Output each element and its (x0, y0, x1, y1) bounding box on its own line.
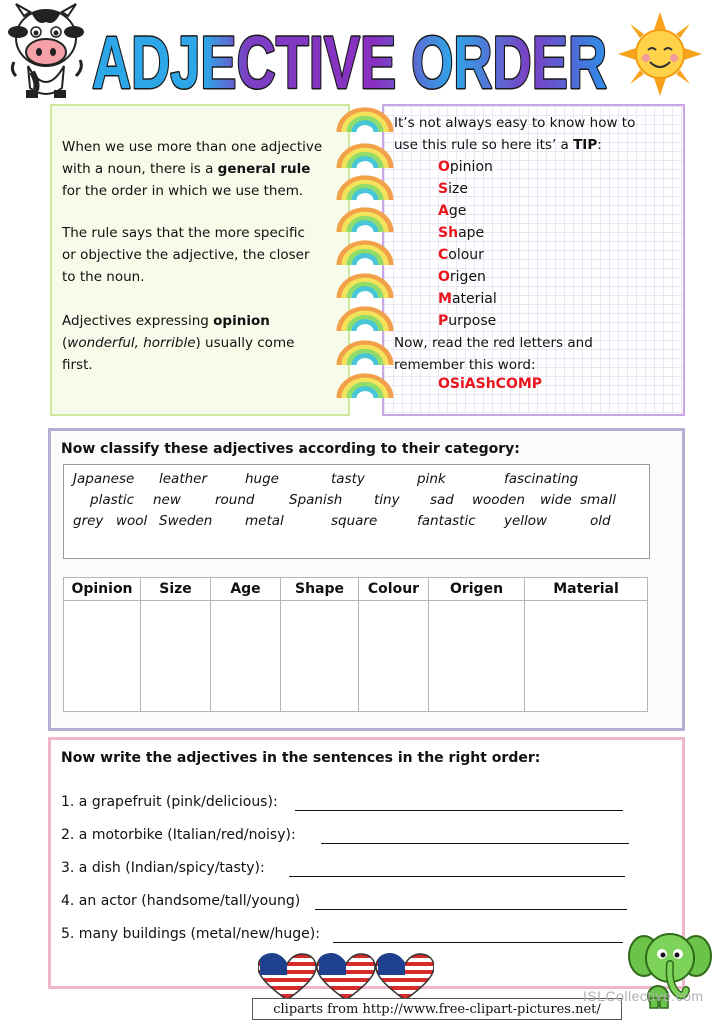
order-rest: ape (458, 225, 485, 241)
intro-line (62, 310, 347, 332)
order-red-letter: Sh (438, 225, 459, 241)
binder-ring (336, 370, 394, 398)
answer-blank-5[interactable] (333, 926, 623, 943)
word-bank-item: yellow (504, 513, 548, 529)
order-rest: aterial (451, 291, 497, 307)
order-red-letter: O (438, 269, 450, 285)
word-bank-item: old (590, 513, 611, 529)
ring-band (354, 389, 376, 398)
general-rule-bold: general rule (217, 161, 311, 177)
word-bank-item: tasty (331, 471, 365, 487)
order-rest: ize (448, 181, 468, 197)
word-bank-item: wooden (472, 492, 525, 508)
answer-cell-opinion[interactable] (64, 601, 141, 712)
word-bank-item: tiny (374, 492, 400, 508)
column-opinion: Opinion (64, 578, 141, 601)
clipart-credit: cliparts from http://www.free-clipart-pictures.net/ (252, 998, 622, 1020)
word-bank-item: fantastic (417, 513, 476, 529)
word-bank-item: grey (73, 513, 104, 529)
examples-italic: wonderful, horrible (67, 335, 196, 351)
intro-paragraph-3 (62, 310, 347, 376)
category-table (63, 577, 648, 712)
tip-text: use this rule so here its’ a (394, 137, 574, 153)
sentence-2: 2. a motorbike (Italian/red/noisy): (61, 827, 296, 843)
answer-blank-2[interactable] (321, 827, 629, 844)
adjective-word-bank (63, 464, 650, 559)
column-colour: Colour (359, 578, 429, 601)
tip-now-line-1: Now, read the red letters and (394, 335, 593, 351)
column-age: Age (211, 578, 281, 601)
intro-line (62, 332, 347, 354)
tip-text: : (597, 137, 602, 153)
binder-ring (336, 104, 394, 132)
word-bank-item: leather (159, 471, 208, 487)
intro-text: Adjectives expressing (62, 313, 214, 329)
watermark: ISLCollective.com (583, 988, 704, 1004)
order-item-purpose (438, 310, 496, 332)
column-shape: Shape (281, 578, 359, 601)
order-rest: olour (448, 247, 484, 263)
order-item-opinion (438, 156, 493, 178)
smiling-sun-clipart (618, 12, 702, 96)
word-bank-item: round (215, 492, 255, 508)
word-bank-item: huge (245, 471, 279, 487)
tip-bold: TIP (573, 137, 598, 153)
order-red-letter: S (438, 181, 449, 197)
column-material: Material (525, 578, 648, 601)
answer-blank-4[interactable] (315, 893, 627, 910)
classify-section (48, 428, 685, 731)
word-bank-item: wide (540, 492, 572, 508)
order-item-size (438, 178, 468, 200)
binder-ring (336, 172, 394, 200)
intro-paragraph-1 (62, 136, 347, 202)
order-red-letter: P (438, 313, 449, 329)
intro-text: with a noun, there is a (62, 161, 218, 177)
rule-explanation-panel (50, 104, 350, 416)
ring-band (354, 356, 376, 365)
intro-text: ) usually come (195, 335, 295, 351)
ring-band (354, 191, 376, 200)
flag-hearts-clipart (258, 953, 434, 1001)
word-bank-item: plastic (90, 492, 135, 508)
order-red-letter: C (438, 247, 449, 263)
cow-clipart (2, 2, 90, 102)
answer-cell-age[interactable] (211, 601, 281, 712)
tip-line-2 (394, 134, 679, 156)
title-text: ADJECTIVE ORDER (92, 21, 607, 102)
category-answer-row (64, 601, 648, 712)
ring-band (354, 159, 376, 168)
order-rest: pinion (449, 159, 493, 175)
sentences-section (48, 737, 685, 989)
classify-heading: Now classify these adjectives according to their category: (61, 441, 520, 457)
column-size: Size (141, 578, 211, 601)
order-item-origen (438, 266, 486, 288)
category-header-row (64, 578, 648, 601)
order-red-letter: M (438, 291, 452, 307)
order-rest: ge (448, 203, 467, 219)
ring-band (354, 223, 376, 232)
sentence-5: 5. many buildings (metal/new/huge): (61, 926, 320, 942)
order-item-age (438, 200, 466, 222)
order-rest: rigen (449, 269, 486, 285)
opinion-bold: opinion (213, 313, 270, 329)
intro-line: for the order in which we use them. (62, 183, 304, 199)
word-bank-item: sad (430, 492, 454, 508)
intro-line: first. (62, 357, 93, 373)
sentences-heading: Now write the adjectives in the sentences in the right order: (61, 750, 541, 766)
mnemonic-word: OSiAShCOMP (438, 376, 543, 392)
answer-cell-material[interactable] (525, 601, 648, 712)
answer-blank-1[interactable] (295, 794, 623, 811)
word-bank-item: Spanish (289, 492, 343, 508)
answer-cell-colour[interactable] (359, 601, 429, 712)
word-bank-item: metal (245, 513, 284, 529)
intro-line: When we use more than one adjective (62, 139, 323, 155)
intro-paragraph-2 (62, 222, 347, 288)
order-item-shape (438, 222, 484, 244)
word-bank-item: fascinating (504, 471, 579, 487)
intro-line: to the noun. (62, 269, 145, 285)
answer-cell-origen[interactable] (429, 601, 525, 712)
binder-ring (336, 237, 394, 265)
intro-line: The rule says that the more specific (62, 225, 305, 241)
ring-band (354, 322, 376, 331)
binder-ring (336, 270, 394, 298)
word-bank-item: pink (417, 471, 446, 487)
word-bank-item: Japanese (73, 471, 135, 487)
answer-cell-size[interactable] (141, 601, 211, 712)
intro-line (62, 158, 347, 180)
answer-cell-shape[interactable] (281, 601, 359, 712)
intro-line: or objective the adjective, the closer (62, 247, 310, 263)
sentence-4: 4. an actor (handsome/tall/young) (61, 893, 301, 909)
binder-ring (336, 140, 394, 168)
sentence-3: 3. a dish (Indian/spicy/tasty): (61, 860, 265, 876)
column-origen: Origen (429, 578, 525, 601)
sentence-1: 1. a grapefruit (pink/delicious): (61, 794, 278, 810)
ring-band (354, 123, 376, 132)
intro-text: ( (62, 335, 68, 351)
ring-band (354, 256, 376, 265)
order-red-letter: A (438, 203, 449, 219)
binder-ring (336, 204, 394, 232)
order-red-letter: O (438, 159, 450, 175)
word-bank-item: Sweden (159, 513, 213, 529)
order-item-material (438, 288, 497, 310)
word-bank-item: wool (116, 513, 148, 529)
binder-ring (336, 303, 394, 331)
word-bank-item: small (580, 492, 616, 508)
answer-blank-3[interactable] (289, 860, 625, 877)
tip-line-1: It’s not always easy to know how to (394, 115, 636, 131)
tip-now-line-2: remember this word: (394, 357, 536, 373)
word-bank-item: square (331, 513, 378, 529)
order-rest: urpose (448, 313, 497, 329)
tip-panel (382, 104, 685, 416)
order-item-colour (438, 244, 484, 266)
ring-band (354, 289, 376, 298)
word-bank-item: new (153, 492, 181, 508)
worksheet-title (92, 16, 612, 102)
binder-ring (336, 337, 394, 365)
